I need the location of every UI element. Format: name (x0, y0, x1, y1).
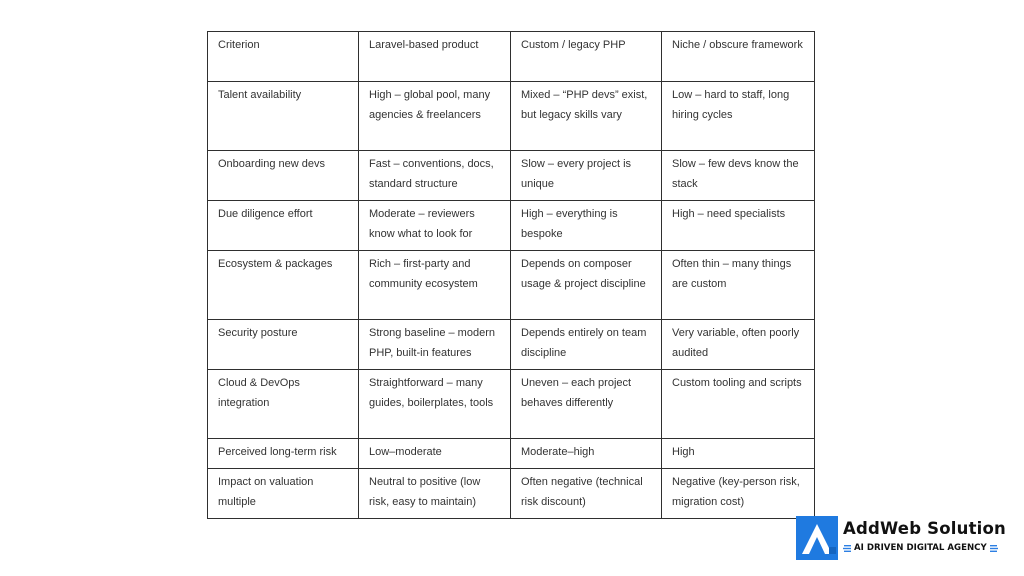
table-row (208, 251, 815, 320)
table-cell: Fast – conventions, docs, standard structure (359, 151, 511, 201)
table-cell: Mixed – “PHP devs” exist, but legacy skills vary (511, 82, 662, 151)
table-header-cell: Custom / legacy PHP (511, 32, 662, 82)
logo-name: AddWeb Solution (843, 519, 1006, 538)
table-cell: High (662, 439, 815, 469)
table-cell: Onboarding new devs (208, 151, 359, 201)
table-cell: Custom tooling and scripts (662, 370, 815, 439)
table-cell: Low–moderate (359, 439, 511, 469)
table-cell: Moderate – reviewers know what to look for (359, 201, 511, 251)
table-cell: Negative (key-person risk, migration cost) (662, 469, 815, 519)
table-cell: Talent availability (208, 82, 359, 151)
table-cell: Uneven – each project behaves differently (511, 370, 662, 439)
table-cell: Security posture (208, 320, 359, 370)
comparison-table (207, 31, 815, 519)
table-header-cell: Niche / obscure framework (662, 32, 815, 82)
table-row (208, 151, 815, 201)
table-cell: Impact on valuation multiple (208, 469, 359, 519)
addweb-logo (796, 516, 1016, 560)
logo-tagline-row (843, 543, 998, 553)
table-cell: High – need specialists (662, 201, 815, 251)
table-row (208, 469, 815, 519)
table-row (208, 201, 815, 251)
table-row (208, 439, 815, 469)
table-cell: Depends entirely on team discipline (511, 320, 662, 370)
table-row (208, 370, 815, 439)
table-row (208, 320, 815, 370)
table-cell: Slow – few devs know the stack (662, 151, 815, 201)
table-cell: Ecosystem & packages (208, 251, 359, 320)
table-cell: Very variable, often poorly audited (662, 320, 815, 370)
table-cell: Often negative (technical risk discount) (511, 469, 662, 519)
table-header-cell: Laravel-based product (359, 32, 511, 82)
table-row (208, 32, 815, 82)
table-cell: Depends on composer usage & project discipline (511, 251, 662, 320)
table-cell: Perceived long-term risk (208, 439, 359, 469)
table-cell: Rich – first-party and community ecosystem (359, 251, 511, 320)
table-cell: Straightforward – many guides, boilerplates, tools (359, 370, 511, 439)
addweb-logo-icon (796, 516, 838, 560)
table-cell: High – global pool, many agencies & freelancers (359, 82, 511, 151)
table-cell: Strong baseline – modern PHP, built-in features (359, 320, 511, 370)
table-cell: High – everything is bespoke (511, 201, 662, 251)
table-cell: Slow – every project is unique (511, 151, 662, 201)
speed-lines-icon (843, 544, 851, 553)
table-row (208, 82, 815, 151)
table-header-cell: Criterion (208, 32, 359, 82)
table-cell: Moderate–high (511, 439, 662, 469)
logo-tagline: AI DRIVEN DIGITAL AGENCY (854, 543, 987, 553)
table-cell: Cloud & DevOps integration (208, 370, 359, 439)
table-cell: Neutral to positive (low risk, easy to maintain) (359, 469, 511, 519)
table-cell: Low – hard to staff, long hiring cycles (662, 82, 815, 151)
table-cell: Often thin – many things are custom (662, 251, 815, 320)
speed-lines-icon (990, 544, 998, 553)
table-cell: Due diligence effort (208, 201, 359, 251)
